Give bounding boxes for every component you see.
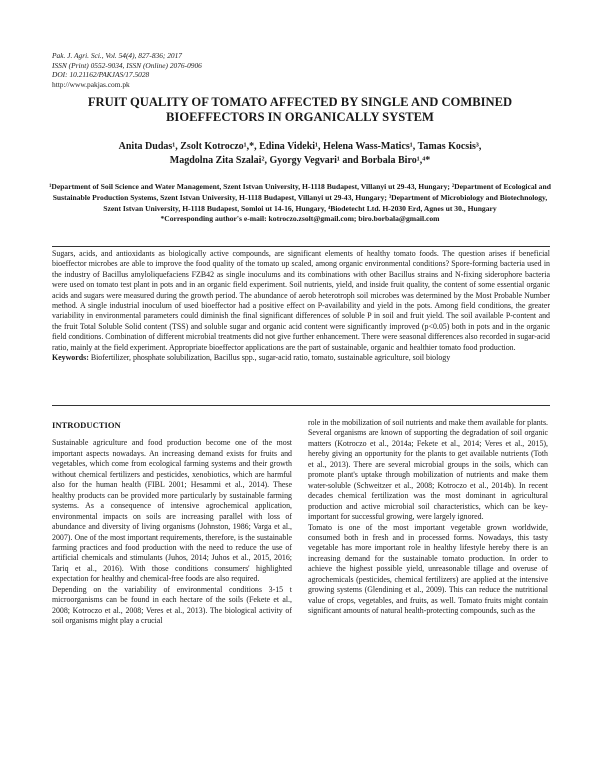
doi-line: DOI: 10.21162/PAKJAS/17.5028 [52,70,150,80]
abstract-text: Sugars, acids, and antioxidants as biologically active compounds, are significant elements of healthy tomato foods. The question arises if beneficial bioeffector microbes are able to improve the food quality of the tomato up scaled, among organic environmental conditions? Spore-forming bacteria used in the industry of Bacillus amyloliquefaciens FZB42 as single inoculums and its combinations with other Bacillus strains and N-fixing siderophore bacteria were used on tomato test plant in pots and in an organic field experiment. Soil nutrients, yield, and inside fruit quality, the content of some essential organic acids and sugars were measured during the growth period. The abundance of aerob heterotroph soil microbes was determined by the Most Probable Number method. A single industrial inoculum of used bioeffector had a positive effect on P-availability and yield in the pots. Among field conditions, the greater variability in environmental parameters could diminish the final significant differences of soluble P in soil and fruit yield. The soil available P-content and the fruit Total Soluble Solid content (TSS) and soluble sugar and organic acid content were significantly improved (p<0.05) both in pots and in the organic field conditions. Combination of different microbial treatments did not give further enhancement. There were seasonal differences also recorded in sugar-acid ratio, mainly at the field experiment. Appropriate bioeffector applications are the part of sustainable, organic and healthier tomato food production. [52,249,550,352]
journal-url-link[interactable]: http://www.pakjas.com.pk [52,79,130,89]
authors-line-2: Magdolna Zita Szalai², Gyorgy Vegvari¹ and Borbala Biro¹,⁴* [169,155,431,167]
keywords-label: Keywords: [52,353,89,363]
authors-line-1: Anita Dudas¹, Zsolt Kotroczo¹,*, Edina Videki¹, Helena Wass-Matics¹, Tamas Kocsis³, [118,141,482,152]
journal-header [52,51,202,89]
corresponding-email: *Corresponding author's e-mail: kotroczo.zsolt@gmail.com; biro.borbala@gmail.com [160,214,440,224]
journal-citation: Pak. J. Agri. Sci., Vol. 54(4), 827-836; 2017 [52,51,182,60]
affiliations [48,182,552,225]
introduction-heading: INTRODUCTION [52,420,121,430]
keywords-text: Biofertilizer, phosphate solubilization, Bacillus spp., sugar-acid ratio, tomato, sustainable agriculture, soil biology [90,353,451,363]
intro-paragraph-1: Sustainable agriculture and food production become one of the most important aspects nowadays. An increasing demand exists for fruits and vegetables, which come from ecological farming systems and their growth without chemical fertilizers and pesticides, xenobiotics, which are harmful also for the human health (FIBL 2001; Hesammi et al., 2014). These healthy products can be provided more particularly by sustainable farming systems. As a consequence of intensive agrochemical application, environmental impacts on soils are increasing parallel with loss of abundance and diversity of living organisms (Johnston, 1986; Varga et al., 2007). One of the most important requirements, therefore, is the sustainable farming practices and food production with the need to reduce the use of artificial chemicals and stimulants (Juhos, 2014; Juhos et al., 2015, 2016; Tariq et al., 2016). With those conditions consumers' highlighted expectation for healthy and chemical-free foods are also required. [52,438,292,584]
intro-paragraph-2: Depending on the variability of environmental conditions 3-15 t microorganisms can be found in each hectare of the soils (Fekete et al., 2008; Kotroczo et al., 2008; Veres et al., 2013). The biological activity of soil organisms might play a crucial [52,584,292,626]
author-list [40,140,560,169]
intro-paragraph-3: role in the mobilization of soil nutrients and make them available for plants. Several organisms are known of supporting the degradation of soil organic matters (Kotroczo et al., 2014a; Fekete et al., 2014; Veres et al., 2015), hereby giving an opportunity for the plants to get available nutrients (Toth et al., 2013). There are several microbial groups in the soils, which can promote plant's uptake through mobilization of nutrients and make them water-soluble (Schweitzer et al., 2008; Kotroczo et al., 2014b). In recent decades chemical fertilization was the most dominant in agricultural production and active microbial soil characteristics, which can be key-important for successful growing, were largely ignored. [308,418,548,522]
issn-line: ISSN (Print) 0552-9034, ISSN (Online) 2076-0906 [52,60,202,70]
keywords-line [52,353,550,363]
paper-title: FRUIT QUALITY OF TOMATO AFFECTED BY SINGLE AND COMBINED BIOEFFECTORS IN ORGANICALLY SYSTEM [87,95,513,124]
abstract-box [52,246,550,406]
affiliation-text: ¹Department of Soil Science and Water Management, Szent Istvan University, H-1118 Budapest, Villanyi ut 29-43, Hungary; ²Department of Ecological and Sustainable Production Systems, Szent Istvan University, H-1118 Budapest, Villanyi ut 29-43, Hungary; ³Department of Microbiology and Biotechnology, Szent Istvan University, H-1118 Budapest, Somloi ut 14-16, Hungary, ⁴Biodetecht Ltd. H-2030 Erd, Agnes ut 30., Hungary [49,182,551,213]
left-column [52,420,292,627]
intro-paragraph-4: Tomato is one of the most important vegetable grown worldwide, consumed both in fresh and in processed forms. Nowadays, this tasty vegetable has more important role in healthy lifestyle hereby there is an increasing demand for the sustainable tomato production. In order to achieve the highest possible yield, unreasonable tillage and overuse of agrochemicals (pesticides, chemical fertilizers) are applied at the intensive growing systems (Glendining et al., 2009). This can reduce the nutritional value of crops, vegetables, and fruits, as well. Tomato fruits might contain significant amounts of natural health-protecting compounds, such as the [308,522,548,616]
right-column [308,418,548,617]
